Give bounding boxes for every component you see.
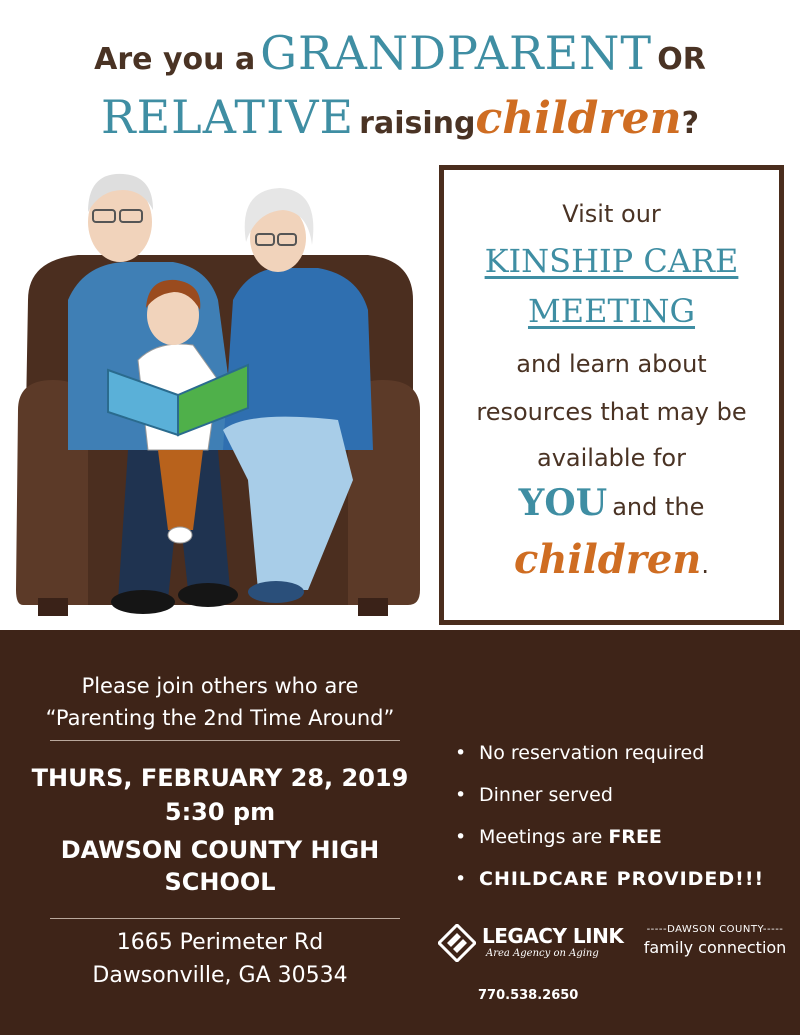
children-script-text: children [513, 536, 702, 583]
legacy-link-logo [438, 924, 628, 964]
legacy-link-subtitle: Area Agency on Aging [486, 948, 599, 959]
headline-grandparent: GRANDPARENT [260, 26, 653, 80]
learn-about-text: and learn about [516, 350, 707, 378]
headline-prefix: Are you a [94, 42, 256, 77]
children-line [444, 536, 779, 583]
event-details-section [0, 630, 800, 1035]
dawson-county-text: -----DAWSON COUNTY----- [646, 924, 784, 935]
you-and-the-line [444, 482, 779, 524]
kinship-care-info-box [439, 165, 784, 625]
headline-question-mark: ? [681, 106, 700, 141]
list-item: • No reservation required [455, 742, 705, 764]
headline-line-2 [0, 90, 800, 144]
headline-or: OR [657, 42, 706, 77]
list-item: • Dinner served [455, 784, 613, 806]
headline-relative: RELATIVE [100, 90, 355, 144]
meeting-title: MEETING [527, 292, 696, 330]
event-time: 5:30 pm [164, 798, 276, 826]
and-the-text: and the [612, 493, 705, 521]
address-line-1: 1665 Perimeter Rd [116, 930, 324, 955]
kinship-care-title: KINSHIP CARE [484, 242, 739, 280]
meetings-free-bold: FREE [608, 826, 662, 848]
no-reservation-text: No reservation required [479, 742, 705, 764]
meeting-features-list [455, 742, 764, 910]
divider-bottom [50, 918, 400, 919]
list-item: • CHILDCARE PROVIDED!!! [455, 868, 765, 890]
headline-line-1 [0, 26, 800, 80]
phone-number: 770.538.2650 [478, 988, 579, 1003]
grandparents-reading-with-child-illustration [8, 150, 428, 620]
event-venue-line-2: SCHOOL [164, 868, 276, 896]
join-text-line-2: “Parenting the 2nd Time Around” [45, 706, 395, 730]
available-for-text: available for [537, 444, 686, 472]
event-venue-line-1: DAWSON COUNTY HIGH [60, 836, 380, 864]
divider-top [50, 740, 400, 741]
family-connection-text: family connection [643, 938, 787, 957]
event-date: THURS, FEBRUARY 28, 2019 [31, 764, 409, 792]
address-line-2: Dawsonville, GA 30534 [92, 963, 348, 988]
visit-our-text: Visit our [562, 200, 661, 228]
legacy-link-diamond-icon [438, 924, 476, 962]
childcare-provided-text: CHILDCARE PROVIDED!!! [479, 868, 765, 890]
resources-text: resources that may be [476, 398, 747, 426]
join-text-line-1: Please join others who are [81, 674, 359, 698]
headline-children: children [475, 93, 682, 144]
headline-raising: raising [359, 106, 476, 141]
dinner-served-text: Dinner served [479, 784, 613, 806]
you-text: YOU [518, 482, 608, 524]
meetings-free-prefix: Meetings are [479, 826, 603, 848]
list-item: • Meetings are FREE [455, 826, 662, 848]
dawson-county-family-connection-logo [640, 924, 790, 957]
children-period: . [701, 551, 710, 579]
legacy-link-name: LEGACY LINK [482, 924, 624, 948]
